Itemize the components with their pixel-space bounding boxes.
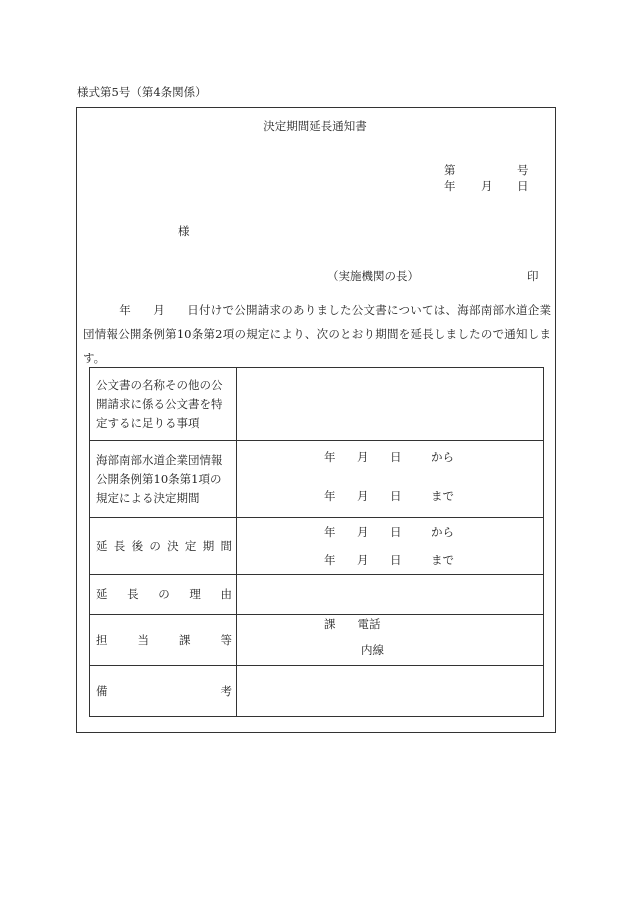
number-prefix: 第 — [444, 163, 456, 177]
extended-from-date: 年 月 日 から — [324, 525, 454, 539]
seal-mark: 印 — [527, 269, 539, 283]
header-day: 日 — [517, 179, 529, 193]
label-char: の — [149, 538, 161, 553]
label-char: 等 — [220, 632, 232, 647]
row-label-remarks — [96, 682, 232, 701]
label-char: 長 — [127, 587, 139, 601]
label-char: 当 — [137, 632, 149, 647]
label-char: 備 — [96, 683, 108, 698]
row-label-reason — [96, 585, 232, 604]
table-row — [90, 518, 544, 575]
label-char: 決 — [167, 538, 179, 553]
remarks-field[interactable] — [237, 666, 544, 717]
extended-period-field[interactable] — [237, 518, 544, 575]
form-number-label: 様式第5号（第4条関係） — [77, 85, 207, 99]
label-char: 間 — [220, 538, 232, 553]
label-char: 担 — [96, 632, 108, 647]
table-row — [90, 666, 544, 717]
table-row — [90, 368, 544, 441]
header-month: 月 — [481, 179, 493, 193]
body-month: 月 — [153, 303, 165, 317]
row-label-extended-period — [96, 537, 232, 556]
label-char: の — [158, 587, 170, 601]
label-char: 延 — [96, 587, 108, 601]
label-char: 後 — [131, 538, 144, 553]
label-char: 定 — [184, 538, 197, 553]
body-text: 日付けで公開請求のありました公文書については、海部南部水道企業団情報公開条例第10条第2項の規定により、次のとおり期間を延長しましたので通知します。 — [83, 303, 551, 365]
label-char: 課 — [179, 632, 191, 647]
label-char: 延 — [96, 538, 108, 553]
label-char: 理 — [189, 587, 201, 601]
label-char: 由 — [220, 587, 232, 601]
number-suffix: 号 — [517, 163, 529, 177]
table-row — [90, 575, 544, 615]
document-title: 決定期間延長通知書 — [263, 119, 367, 133]
row-label-department — [96, 631, 232, 650]
original-period-field[interactable] — [237, 441, 544, 518]
row-label-original-period: 海部南部水道企業団情報公開条例第10条第1項の規定による決定期間 — [90, 441, 237, 518]
extended-until-date: 年 月 日 まで — [324, 553, 454, 567]
detail-table — [89, 367, 544, 717]
body-year: 年 — [119, 303, 131, 317]
document-name-field[interactable] — [237, 368, 544, 441]
row-label-document-name: 公文書の名称その他の公開請求に係る公文書を特定するに足りる事項 — [90, 368, 237, 441]
body-paragraph — [83, 298, 551, 370]
header-year: 年 — [444, 179, 456, 193]
section-phone-line: 課 電話 — [324, 617, 381, 631]
addressee-suffix: 様 — [178, 224, 190, 238]
department-field[interactable] — [237, 615, 544, 666]
label-char: 長 — [113, 538, 126, 553]
original-until-date: 年 月 日 まで — [324, 488, 454, 503]
reason-field[interactable] — [237, 575, 544, 615]
issuer-label: （実施機関の長） — [327, 269, 419, 283]
table-row — [90, 615, 544, 666]
label-char: 考 — [220, 683, 232, 698]
table-row — [90, 441, 544, 518]
original-from-date: 年 月 日 から — [324, 449, 454, 464]
extension-line: 内線 — [361, 643, 384, 657]
label-char: 期 — [202, 538, 215, 553]
